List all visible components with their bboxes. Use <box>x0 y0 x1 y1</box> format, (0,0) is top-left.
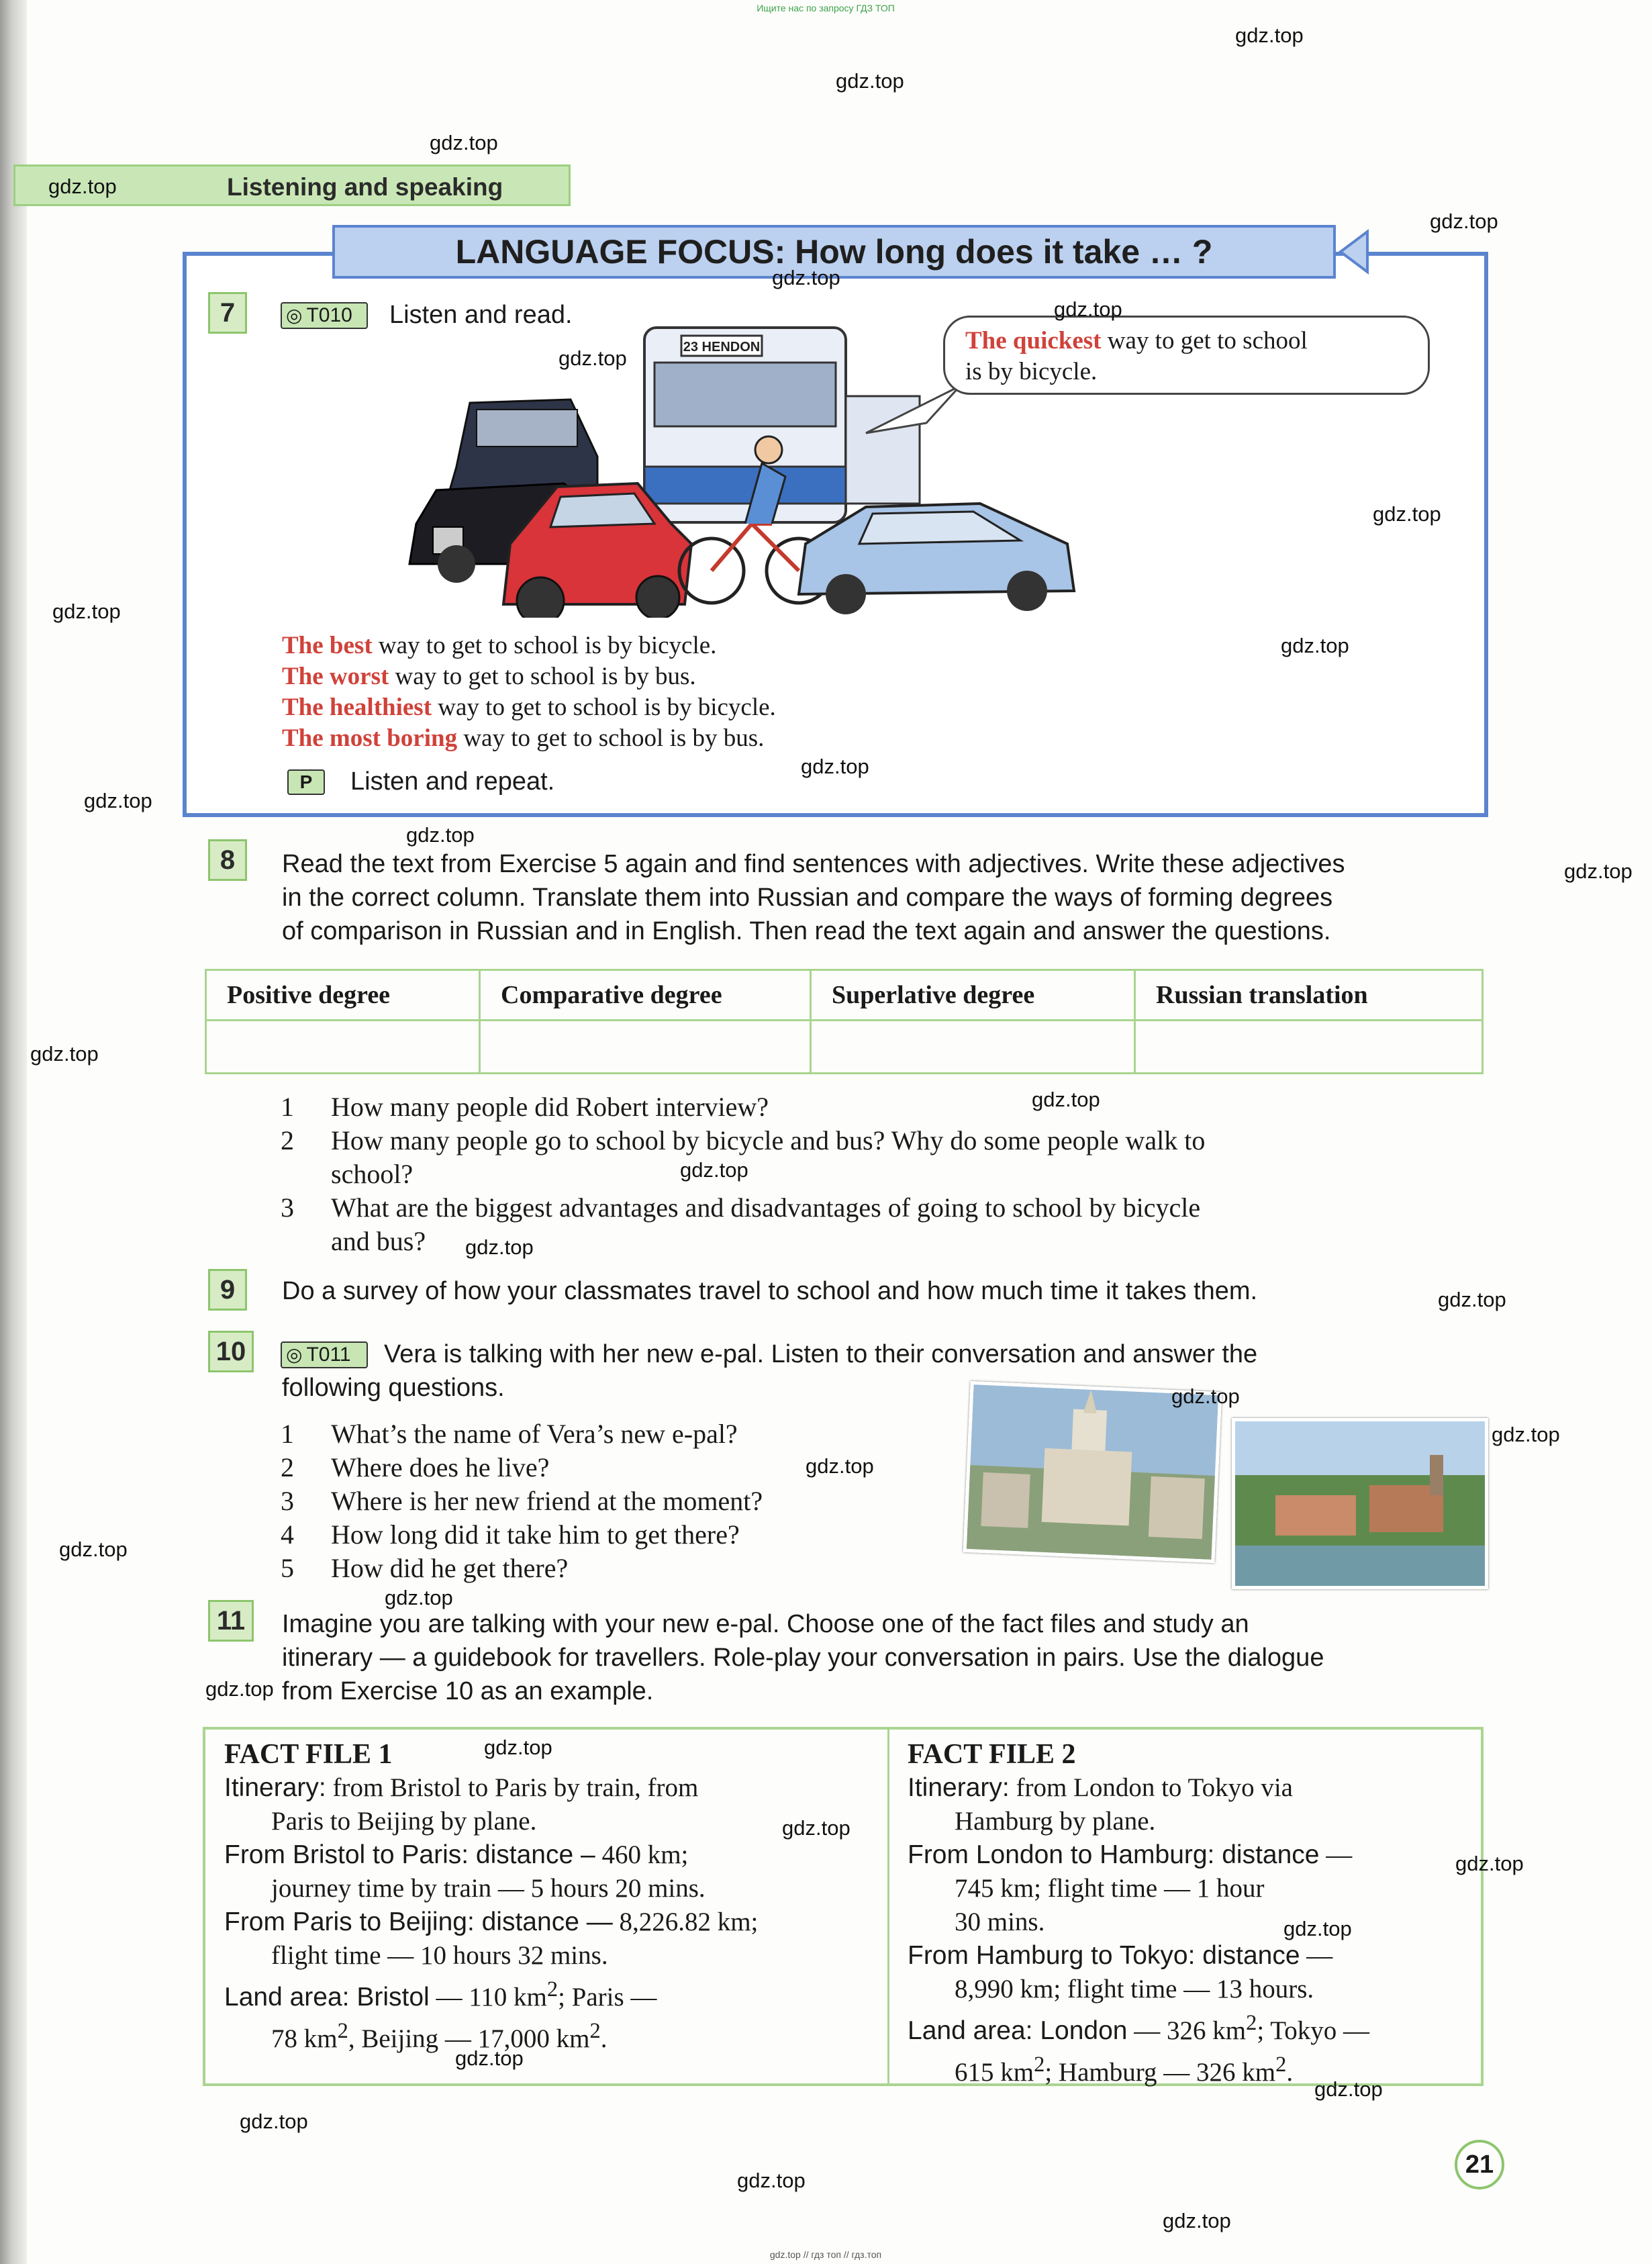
fact-value: — <box>1319 1840 1353 1869</box>
question-text: How many people did Robert interview? <box>331 1092 769 1122</box>
exercise-11-line: from Exercise 10 as an example. <box>282 1677 654 1705</box>
list-item <box>281 1484 763 1518</box>
exercise-8-text <box>282 847 1490 948</box>
exercise-7-instruction: Listen and read. <box>389 301 573 329</box>
superscript: 2 <box>337 2019 348 2043</box>
fact-value: 8,226.82 km; <box>612 1907 759 1936</box>
watermark: gdz.top <box>1235 23 1304 47</box>
fact-label: From London to Hamburg: distance <box>908 1840 1320 1869</box>
question-text: Where is her new friend at the moment? <box>331 1486 763 1516</box>
table-cell[interactable] <box>206 1021 480 1074</box>
question-text: What are the biggest advantages and disadvantages of going to school by bicycle <box>331 1192 1201 1223</box>
question-number: 5 <box>281 1553 294 1583</box>
book-spine-shadow <box>0 0 27 2264</box>
list-item <box>281 1552 763 1585</box>
question-text: What’s the name of Vera’s new e-pal? <box>331 1419 738 1449</box>
list-item <box>281 1417 763 1451</box>
audio-disc-icon: ◎ <box>286 1344 303 1365</box>
watermark: gdz.top <box>455 2046 524 2070</box>
example-sentence <box>282 724 764 753</box>
table-header: Positive degree <box>206 970 480 1021</box>
fact-value: flight time — 10 hours 32 mins. <box>271 1941 608 1970</box>
fact-value: 615 km <box>955 2058 1034 2087</box>
fact-value: journey time by train — 5 hours 20 mins. <box>271 1874 706 1903</box>
exercise-11-line: Imagine you are talking with your new e-pal. Choose one of the fact files and study an <box>282 1610 1249 1638</box>
watermark: gdz.top <box>782 1816 851 1840</box>
watermark: gdz.top <box>240 2110 308 2133</box>
table-cell[interactable] <box>811 1021 1135 1074</box>
fact-label: Land area: Bristol <box>224 1983 430 2012</box>
superscript: 2 <box>589 2019 601 2043</box>
fact-file-title: FACT FILE 1 <box>224 1739 393 1770</box>
superscript: 2 <box>1275 2053 1287 2077</box>
watermark: gdz.top <box>801 755 869 778</box>
fact-value: . <box>600 2024 608 2053</box>
fact-divider <box>887 1730 889 2083</box>
watermark: gdz.top <box>484 1736 552 1759</box>
watermark: gdz.top <box>836 69 904 93</box>
fact-value: . <box>1286 2058 1294 2087</box>
exercise-10-line: following questions. <box>282 1374 505 1402</box>
sentence-rest: way to get to school is by bicycle. <box>432 694 776 721</box>
superscript: 2 <box>1246 2011 1257 2035</box>
question-number: 2 <box>281 1125 294 1155</box>
list-item <box>281 1191 1489 1225</box>
language-focus-arrow-icon <box>1337 228 1371 275</box>
exercise-8-line: Read the text from Exercise 5 again and find sentences with adjectives. Write these adjectives <box>282 850 1345 878</box>
fact-value: ; Tokyo — <box>1257 2016 1370 2045</box>
watermark: gdz.top <box>430 131 498 154</box>
question-text: and bus? <box>331 1226 426 1256</box>
bus-icon <box>644 328 920 522</box>
speech-bubble <box>943 316 1430 395</box>
exercise-8-line: in the correct column. Translate them into Russian and compare the ways of forming degrees <box>282 884 1333 912</box>
watermark: gdz.top <box>1281 634 1349 657</box>
audio-track-t010[interactable] <box>281 302 368 329</box>
fact-value: ; Paris — <box>558 1983 657 2012</box>
question-text: school? <box>331 1159 414 1189</box>
question-text: How many people go to school by bicycle and bus? Why do some people walk to <box>331 1125 1206 1155</box>
table-header: Superlative degree <box>811 970 1135 1021</box>
fact-value: Hamburg by plane. <box>955 1807 1156 1836</box>
bubble-text-2: is by bicycle. <box>965 358 1098 385</box>
superscript: 2 <box>546 1977 558 2001</box>
question-text: Where does he live? <box>331 1452 550 1482</box>
fact-file-1 <box>224 1738 758 2056</box>
exercise-9-number: 9 <box>208 1269 247 1311</box>
bubble-text-1: way to get to school <box>1101 327 1308 355</box>
list-item <box>281 1225 1489 1258</box>
watermark: gdz.top <box>48 175 117 198</box>
exercise-10-line: Vera is talking with her new e-pal. Listen to their conversation and answer the <box>384 1340 1258 1368</box>
watermark: gdz.top <box>1283 1917 1352 1940</box>
pronunciation-badge[interactable]: P <box>287 769 325 795</box>
bottom-search-note: gdz.top // гдз топ // гдз.топ <box>769 2249 882 2260</box>
watermark: gdz.top <box>52 600 121 623</box>
fact-label: From Hamburg to Tokyo: distance <box>908 1941 1300 1970</box>
section-tab-label: Listening and speaking <box>227 173 503 201</box>
watermark: gdz.top <box>84 789 152 812</box>
sentence-rest: way to get to school is by bus. <box>389 663 696 690</box>
fact-value: — 110 km <box>429 1983 547 2012</box>
exercise-11-number: 11 <box>208 1600 254 1642</box>
fact-label: Itinerary: <box>908 1773 1010 1802</box>
watermark: gdz.top <box>1032 1088 1100 1111</box>
bus-destination-sign: 23 HENDON <box>683 340 761 355</box>
fact-file-title: FACT FILE 2 <box>908 1739 1076 1770</box>
fact-value: , Beijing — 17,000 km <box>348 2024 590 2053</box>
fact-value: 30 mins. <box>955 1907 1045 1936</box>
track-label: T010 <box>306 304 352 326</box>
exercise-11-line: itinerary — a guidebook for travellers. Role-play your conversation in pairs. Use the dialogue <box>282 1644 1324 1672</box>
exercise-11-text <box>282 1607 1490 1708</box>
list-item <box>281 1158 1489 1191</box>
table-header: Russian translation <box>1135 970 1483 1021</box>
exercise-8-number: 8 <box>208 839 247 881</box>
table-header-row <box>206 970 1483 1021</box>
exercise-8-line: of comparison in Russian and in English. Then read the text again and answer the questions. <box>282 917 1331 945</box>
superlative-highlight: The most boring <box>282 724 458 752</box>
track-label: T011 <box>306 1343 351 1366</box>
exercise-8-questions <box>281 1090 1489 1258</box>
question-number: 3 <box>281 1192 294 1223</box>
watermark: gdz.top <box>406 823 475 847</box>
question-number: 3 <box>281 1486 294 1516</box>
watermark: gdz.top <box>205 1677 274 1701</box>
table-cell[interactable] <box>480 1021 811 1074</box>
fact-value: ; Hamburg — 326 km <box>1044 2058 1276 2087</box>
table-header: Comparative degree <box>480 970 811 1021</box>
watermark: gdz.top <box>806 1454 874 1478</box>
watermark: gdz.top <box>1455 1852 1524 1875</box>
fact-value: 8,990 km; flight time — 13 hours. <box>955 1975 1314 2003</box>
fact-files-box <box>203 1727 1484 2086</box>
fact-label: Itinerary: <box>224 1773 326 1802</box>
fact-value: — 326 km <box>1127 2016 1247 2045</box>
question-number: 2 <box>281 1452 294 1482</box>
exercise-7-number: 7 <box>208 292 247 334</box>
superlative-highlight: The healthiest <box>282 694 432 721</box>
bubble-highlight: The quickest <box>965 327 1102 355</box>
fact-label: From Paris to Beijing: distance — <box>224 1907 613 1936</box>
fact-value: 78 km <box>271 2024 338 2053</box>
example-sentence <box>282 631 716 660</box>
listen-repeat-text: Listen and repeat. <box>350 767 555 796</box>
fact-label: Land area: London <box>908 2016 1128 2045</box>
watermark: gdz.top <box>465 1235 534 1259</box>
watermark: gdz.top <box>680 1158 748 1182</box>
watermark: gdz.top <box>59 1538 128 1561</box>
watermark: gdz.top <box>1492 1423 1560 1446</box>
fact-value: from London to Tokyo via <box>1009 1773 1293 1802</box>
fact-value: — <box>1300 1941 1333 1970</box>
exercise-9-text: Do a survey of how your classmates travel to school and how much time it takes them. <box>282 1277 1258 1305</box>
question-number: 4 <box>281 1519 294 1550</box>
example-sentence <box>282 693 776 722</box>
fact-value: 460 km; <box>595 1840 689 1869</box>
question-text: How did he get there? <box>331 1553 569 1583</box>
table-row <box>206 1021 1483 1074</box>
watermark: gdz.top <box>737 2169 806 2192</box>
exercise-10-number: 10 <box>208 1331 254 1372</box>
question-number: 1 <box>281 1092 294 1122</box>
watermark: gdz.top <box>1564 859 1633 883</box>
list-item <box>281 1518 763 1552</box>
superlative-highlight: The worst <box>282 663 389 690</box>
watermark: gdz.top <box>1430 209 1498 233</box>
page-number: 21 <box>1455 2140 1504 2189</box>
superscript: 2 <box>1034 2053 1045 2077</box>
audio-disc-icon: ◎ <box>286 305 303 326</box>
question-text: How long did it take him to get there? <box>331 1519 740 1550</box>
sentence-rest: way to get to school is by bus. <box>457 724 765 752</box>
superlative-highlight: The best <box>282 632 373 659</box>
degrees-table <box>205 969 1484 1074</box>
list-item <box>281 1451 763 1484</box>
example-sentence <box>282 662 696 691</box>
watermark: gdz.top <box>772 266 840 289</box>
question-number: 1 <box>281 1419 294 1449</box>
watermark: gdz.top <box>1438 1288 1506 1311</box>
audio-track-t011[interactable] <box>281 1341 368 1368</box>
exercise-10-questions <box>281 1417 763 1585</box>
watermark: gdz.top <box>385 1586 453 1609</box>
sentence-rest: way to get to school is by bicycle. <box>372 632 717 659</box>
fact-file-2 <box>908 1738 1369 2089</box>
language-focus-title: LANGUAGE FOCUS: How long does it take … ? <box>332 225 1336 279</box>
fact-value: Paris to Beijing by plane. <box>271 1807 537 1836</box>
fact-value: from Bristol to Paris by train, from <box>326 1773 699 1802</box>
watermark: gdz.top <box>1314 2077 1383 2101</box>
watermark: gdz.top <box>1054 297 1122 321</box>
watermark: gdz.top <box>1171 1384 1240 1408</box>
watermark: gdz.top <box>1163 2209 1231 2232</box>
top-search-note: Ищите нас по запросу ГДЗ ТОП <box>757 3 895 13</box>
fact-label: From Bristol to Paris: distance – <box>224 1840 595 1869</box>
list-item <box>281 1090 1489 1124</box>
watermark: gdz.top <box>1373 502 1441 526</box>
table-cell[interactable] <box>1135 1021 1483 1074</box>
town-photo <box>1232 1418 1488 1589</box>
watermark: gdz.top <box>558 346 627 370</box>
list-item <box>281 1124 1489 1158</box>
fact-value: 745 km; flight time — 1 hour <box>955 1874 1265 1903</box>
watermark: gdz.top <box>30 1042 99 1066</box>
